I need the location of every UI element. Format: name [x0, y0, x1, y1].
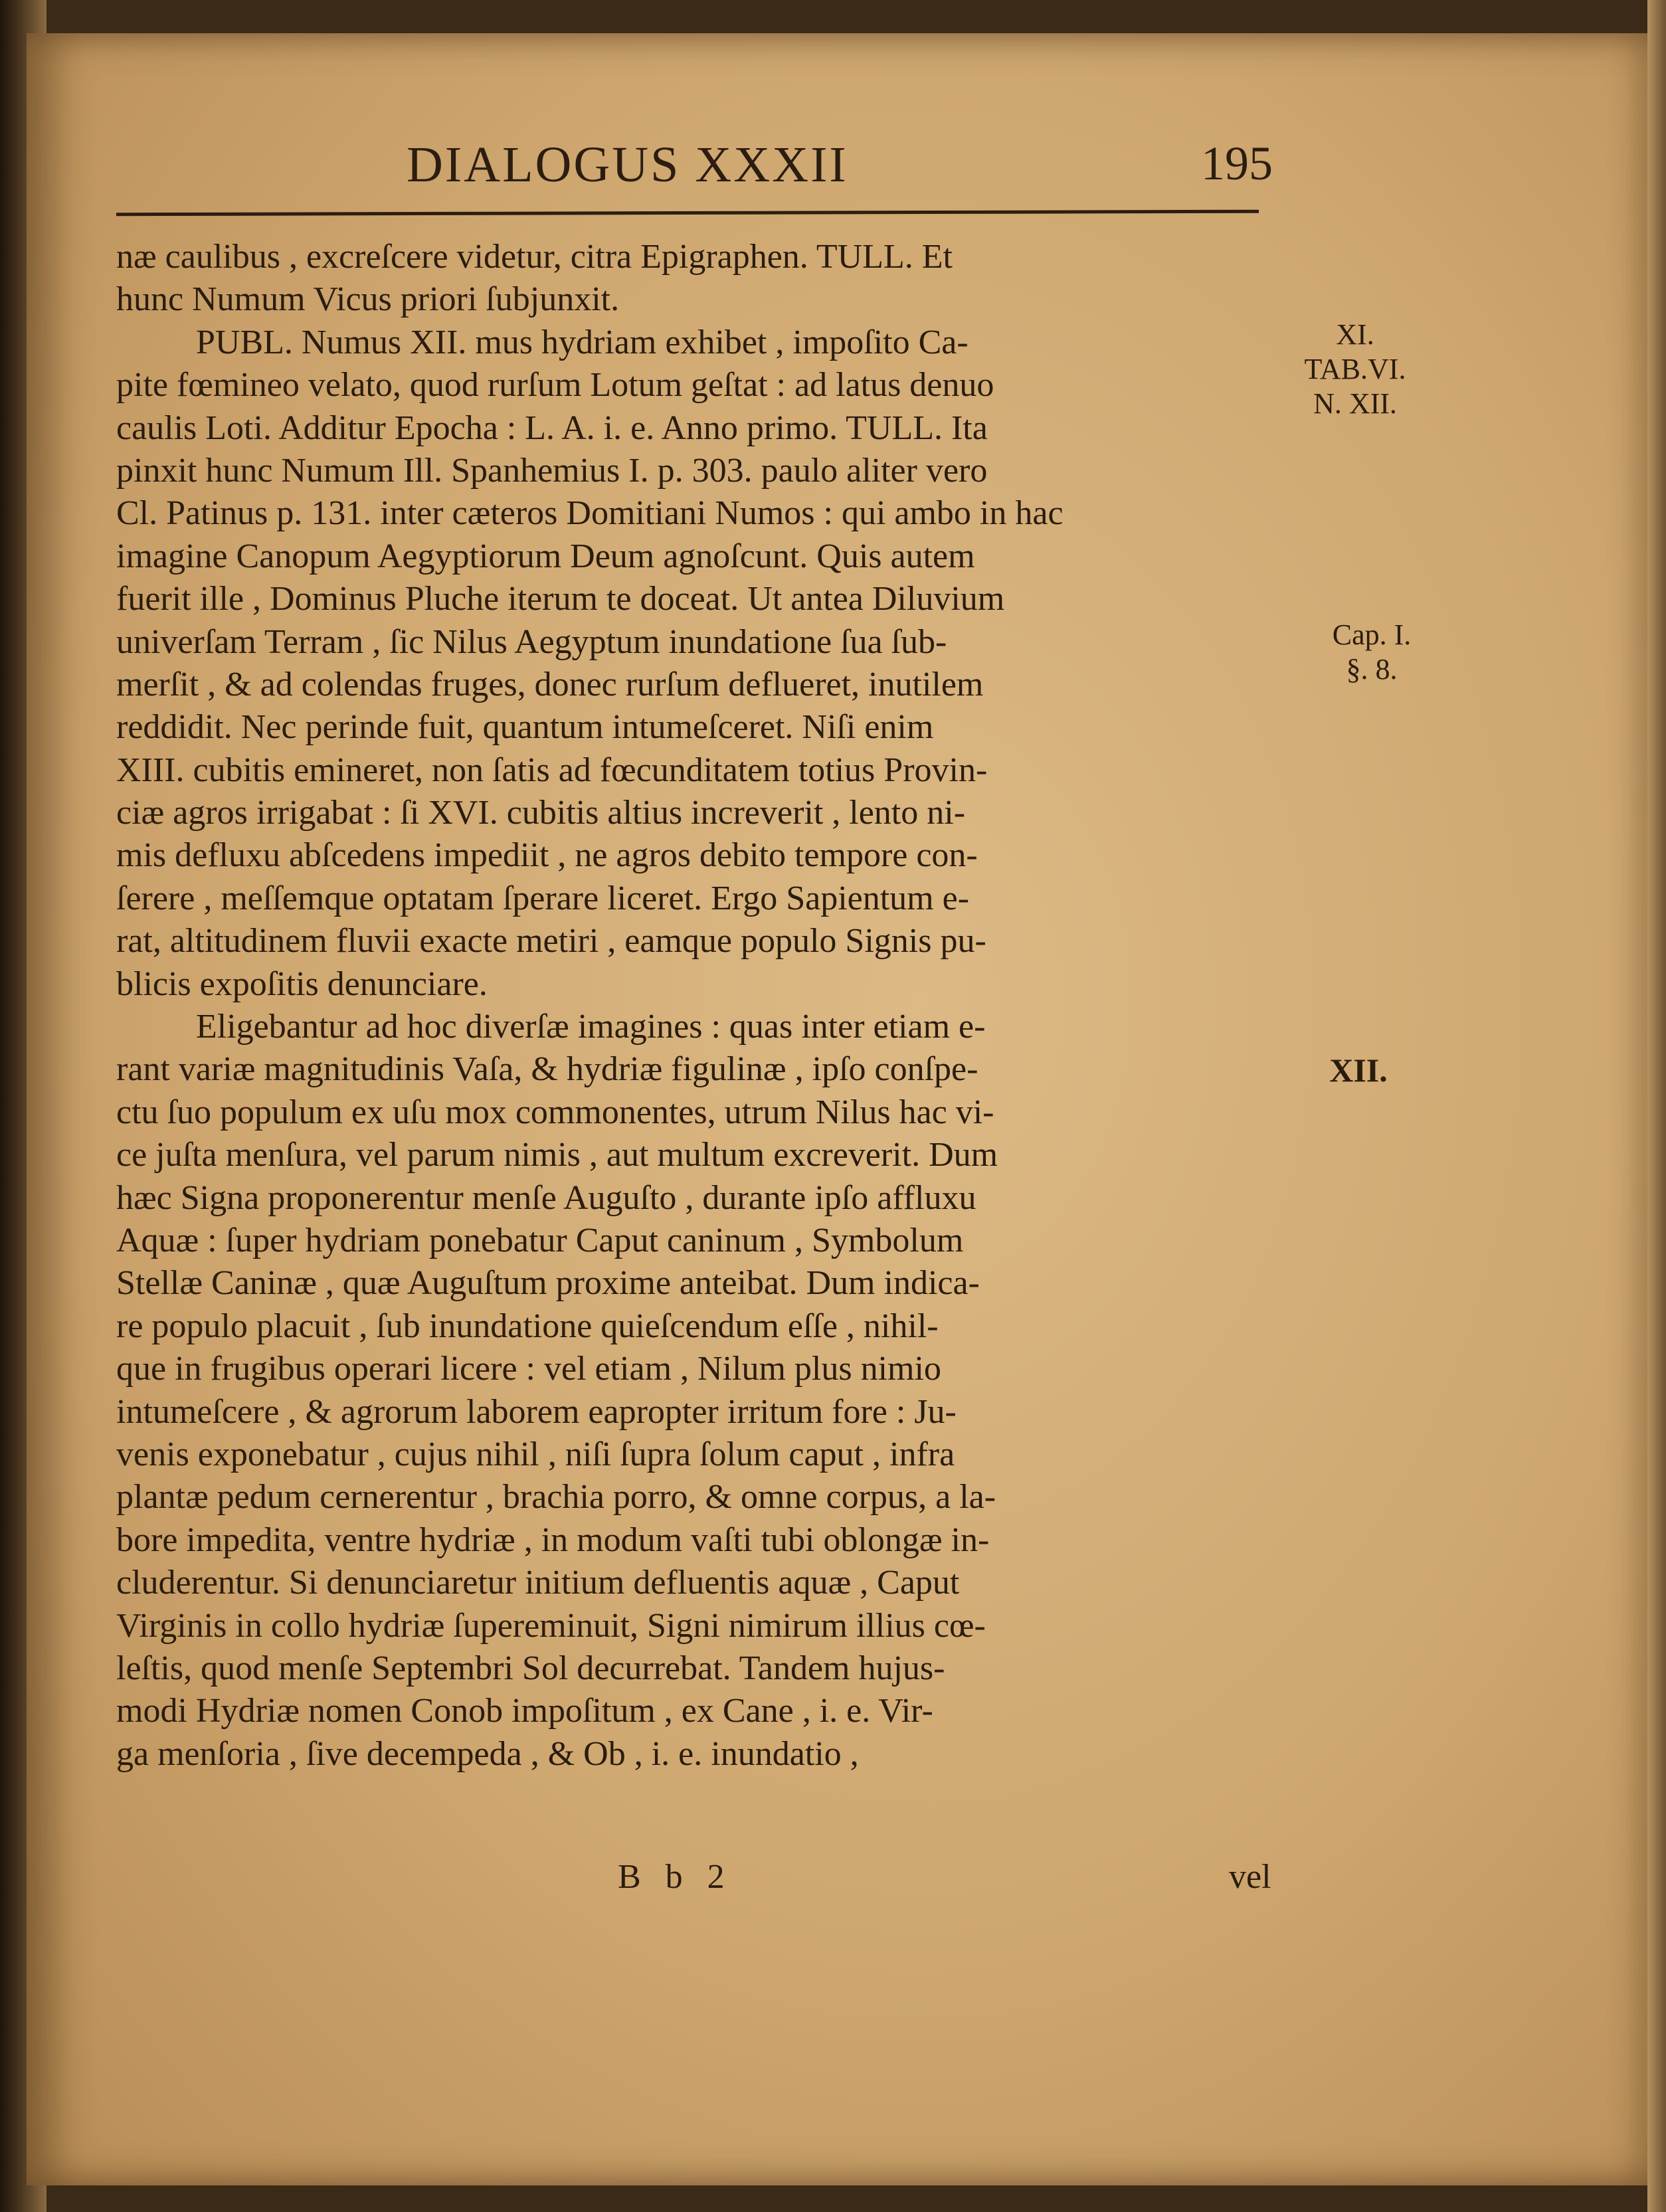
text-line: imagine Canopum Aegyptiorum Deum agnoſcunt. Quis autem [116, 537, 975, 575]
signature-mark: B b 2 [618, 1858, 733, 1896]
text-line: leſtis, quod menſe Septembri Sol decurrebat. Tandem hujus- [116, 1649, 945, 1687]
text-line: re populo placuit , ſub inundatione quieſcendum eſſe , nihil- [116, 1307, 939, 1345]
page-title: DIALOGUS XXXII [407, 137, 848, 193]
text-line: hæc Signa proponerentur menſe Auguſto , durante ipſo affluxu [116, 1178, 976, 1217]
text-line: plantæ pedum cernerentur , brachia porro, & omne corpus, a la- [116, 1478, 996, 1517]
text-line: reddidit. Nec perinde fuit, quantum intumeſceret. Niſi enim [116, 708, 934, 747]
text-line: Stellæ Caninæ , quæ Auguſtum proxime anteibat. Dum indica- [116, 1264, 980, 1303]
text-line: Aquæ : ſuper hydriam ponebatur Caput caninum , Symbolum [116, 1221, 964, 1259]
text-line: ſerere , meſſemque optatam ſperare liceret. Ergo Sapientum e- [116, 879, 970, 917]
text-line: Cl. Patinus p. 131. inter cæteros Domitiani Numos : qui ambo in hac [116, 494, 1064, 533]
text-line: ciæ agros irrigabat : ſi XVI. cubitis altius increverit , lento ni- [116, 794, 966, 832]
text-line: hunc Numum Vicus priori ſubjunxit. [116, 280, 620, 319]
text-line: XIII. cubitis emineret, non ſatis ad fœcunditatem totius Provin- [116, 751, 988, 789]
text-line: bore impedita, ventre hydriæ , in modum vaſti tubi oblongæ in- [116, 1521, 990, 1559]
text-line: næ caulibus , excreſcere videtur, citra Epigraphen. TULL. Et [116, 238, 953, 276]
text-line: cluderentur. Si denunciaretur initium defluentis aquæ , Caput [116, 1564, 960, 1602]
text-line: ce juſta menſura, vel parum nimis , aut multum excreverit. Dum [116, 1136, 998, 1174]
margin-note-line: Cap. I. [1332, 618, 1412, 651]
text-line: venis exponebatur , cujus nihil , niſi ſupra ſolum caput , infra [116, 1435, 955, 1473]
text-line: blicis expoſitis denunciare. [116, 965, 488, 1003]
text-line: intumeſcere , & agrorum laborem eapropter irritum fore : Ju- [116, 1392, 957, 1431]
text-line: mis defluxu abſcedens impediit , ne agros debito tempore con- [116, 836, 978, 875]
margin-note-cap [1299, 618, 1445, 687]
running-head [0, 136, 1666, 196]
text-line: ga menſoria , ſive decempeda , & Ob , i. e. inundatio , [116, 1734, 859, 1773]
text-line: univerſam Terram , ſic Nilus Aegyptum inundatione ſua ſub- [116, 622, 947, 661]
text-line: ctu ſuo populum ex uſu mox commonentes, utrum Nilus hac vi- [116, 1093, 994, 1131]
text-line: que in frugibus operari licere : vel etiam , Nilum plus nimio [116, 1350, 941, 1388]
catchword: vel [1229, 1858, 1271, 1896]
margin-note-line: TAB.VI. [1304, 353, 1406, 385]
text-line: rant variæ magnitudinis Vaſa, & hydriæ figulinæ , ipſo conſpe- [116, 1050, 978, 1089]
text-line: pite fœmineo velato, quod rurſum Lotum geſtat : ad latus denuo [116, 366, 994, 405]
text-line: rat, altitudinem fluvii exacte metiri , eamque populo Signis pu- [116, 922, 986, 961]
text-line: modi Hydriæ nomen Conob impoſitum , ex Cane , i. e. Vir- [116, 1692, 933, 1730]
text-line: merſit , & ad colendas fruges, donec rurſum deflueret, inutilem [116, 665, 984, 703]
text-line: Virginis in collo hydriæ ſupereminuit, Signi nimirum illius cœ- [116, 1606, 986, 1645]
text-line: fuerit ille , Dominus Pluche iterum te doceat. Ut antea Diluvium [116, 580, 1005, 618]
text-line: caulis Loti. Additur Epocha : L. A. i. e. Anno primo. TULL. Ita [116, 409, 988, 447]
text-line: PUBL. Numus XII. mus hydriam exhibet , impoſito Ca- [196, 323, 969, 361]
page-number: 195 [1201, 137, 1273, 190]
body-text [116, 236, 1299, 1776]
page-footer [0, 1857, 1666, 1904]
margin-note-xi [1295, 318, 1415, 421]
margin-note-line: N. XII. [1313, 387, 1397, 420]
margin-note-line: XI. [1336, 318, 1374, 351]
text-line: pinxit hunc Numum Ill. Spanhemius I. p. 303. paulo aliter vero [116, 451, 988, 490]
margin-note-xii: XII. [1329, 1052, 1388, 1089]
margin-note-line: §. 8. [1346, 653, 1398, 686]
text-line: Eligebantur ad hoc diverſæ imagines : quas inter etiam e- [196, 1008, 986, 1046]
